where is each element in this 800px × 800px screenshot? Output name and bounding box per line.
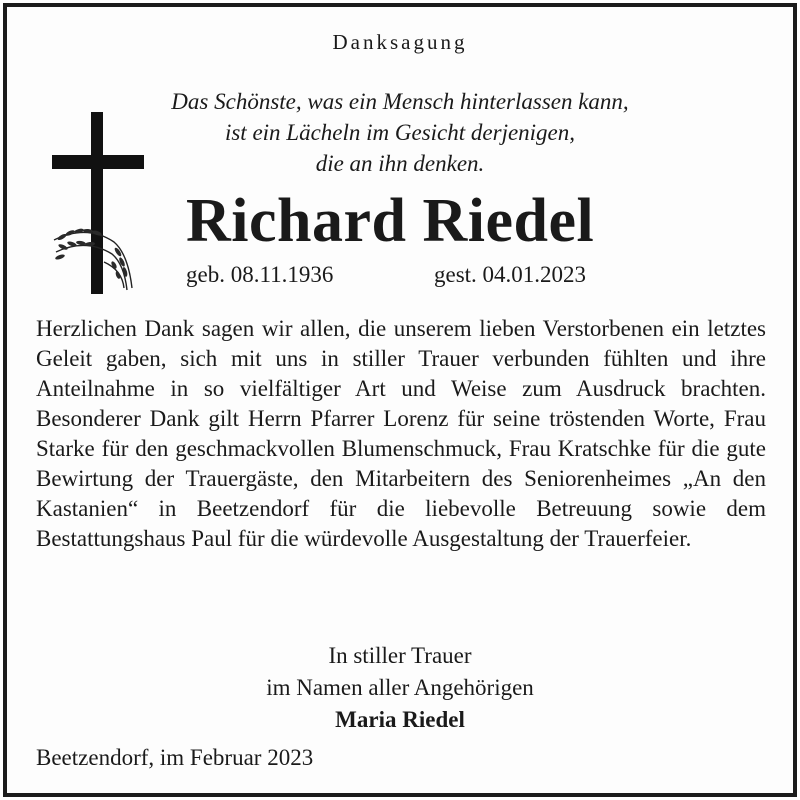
closing-block bbox=[0, 640, 800, 736]
place-and-date: Beetzendorf, im Februar 2023 bbox=[36, 745, 314, 770]
quote-line: Das Schönste, was ein Mensch hinterlassen kann, bbox=[171, 89, 629, 114]
death-date: gest. 04.01.2023 bbox=[434, 262, 587, 287]
quote-line: ist ein Lächeln im Gesicht derjenigen, bbox=[224, 120, 576, 145]
thank-you-text: Herzlichen Dank sagen wir allen, die unserem lieben Verstorbenen ein letztes Geleit gaben, sich mit uns in stiller Trauer verbunden fühlten und ihre Anteilnahme in so vielfältiger Art und Weise zum Ausdruck brachten. Besonderer Dank gilt Herrn Pfarrer Lorenz für seine tröstenden Worte, Frau Starke für den geschmackvollen Blumenschmuck, Frau Kratschke für die gute Bewirtung der Trauergäste, den Mitarbeitern des Seniorenheimes „An den Kastanien“ in Beetzendorf für die liebevolle Betreuung sowie dem Bestattungshaus Paul für die würdevolle Ausgestaltung der Trauerfeier. bbox=[36, 316, 766, 551]
closing-line: im Namen aller Angehörigen bbox=[266, 675, 534, 700]
signer-name: Maria Riedel bbox=[335, 707, 465, 732]
quote-line: die an ihn denken. bbox=[315, 151, 485, 176]
notice-heading: Danksagung bbox=[332, 30, 468, 54]
closing-line: In stiller Trauer bbox=[328, 643, 472, 668]
birth-date: geb. 08.11.1936 bbox=[186, 262, 334, 287]
cross-with-wheat-icon bbox=[52, 112, 147, 294]
deceased-name: Richard Riedel bbox=[186, 187, 595, 255]
